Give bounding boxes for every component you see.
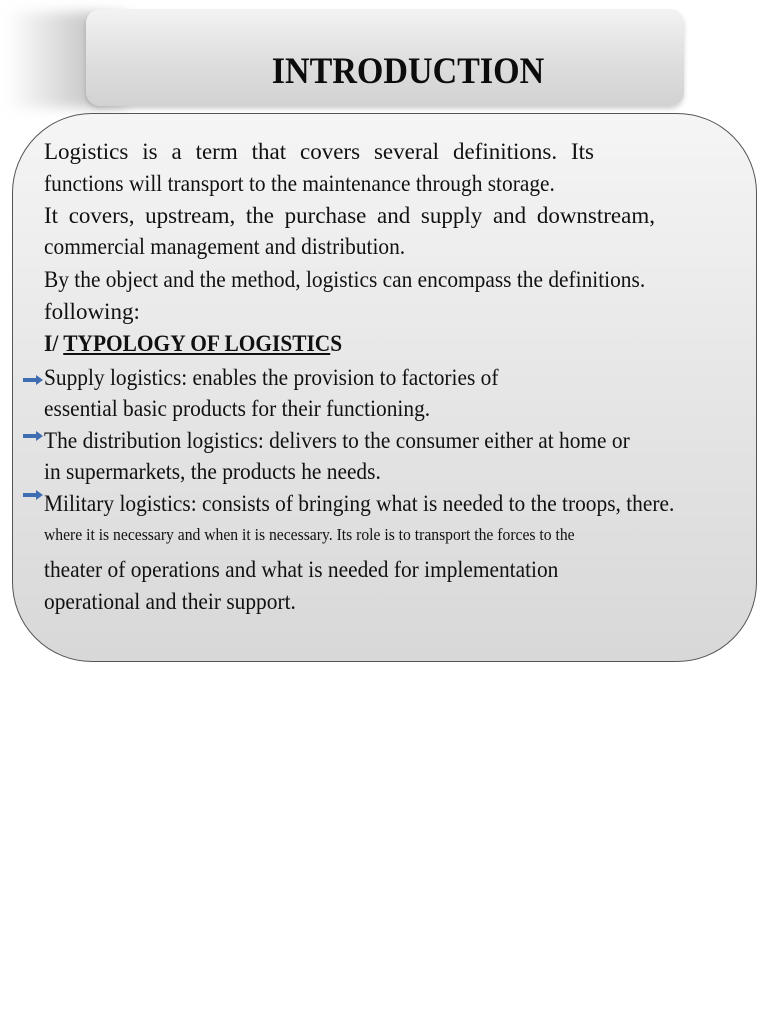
section-heading-underlined: TYPOLOGY OF LOGISTIC [63,331,331,356]
right-arrow-icon [23,375,43,385]
item-2-line-2: in supermarkets, the products he needs. [44,459,381,484]
intro-line-3-text: It covers, upstream, the purchase and supply and downstream, [44,203,655,228]
item-3-line-4: operational and their support. [44,589,296,614]
item-3-line-1: Military logistics: consists of bringing what is needed to the troops, there. [44,491,675,516]
section-heading-tail: S [330,331,343,356]
intro-line-6: following: [44,299,140,324]
intro-line-4: commercial management and distribution. [44,234,406,259]
item-1-line-2: essential basic products for their functioning. [44,396,431,421]
intro-line-1 [44,138,594,166]
item-2-line-1: The distribution logistics: delivers to the consumer either at home or [44,428,630,453]
right-arrow-icon [23,431,43,441]
intro-line-2: functions will transport to the maintenance through storage. [44,171,555,196]
item-3-line-2: where it is necessary and when it is necessary. Its role is to transport the forces to the [44,525,575,544]
intro-line-1-text: Logistics is a term that covers several definitions. Its [44,139,594,164]
item-1-line-1: Supply logistics: enables the provision to factories of [44,365,499,390]
intro-line-5: By the object and the method, logistics can encompass the definitions. [44,267,646,292]
item-3-line-3: theater of operations and what is needed for implementation [44,557,559,582]
page-title: INTRODUCTION [271,51,545,92]
section-heading [44,330,342,358]
intro-line-3 [44,202,655,230]
section-prefix: I/ [44,331,64,356]
right-arrow-icon [23,490,43,500]
title-banner [86,9,684,106]
